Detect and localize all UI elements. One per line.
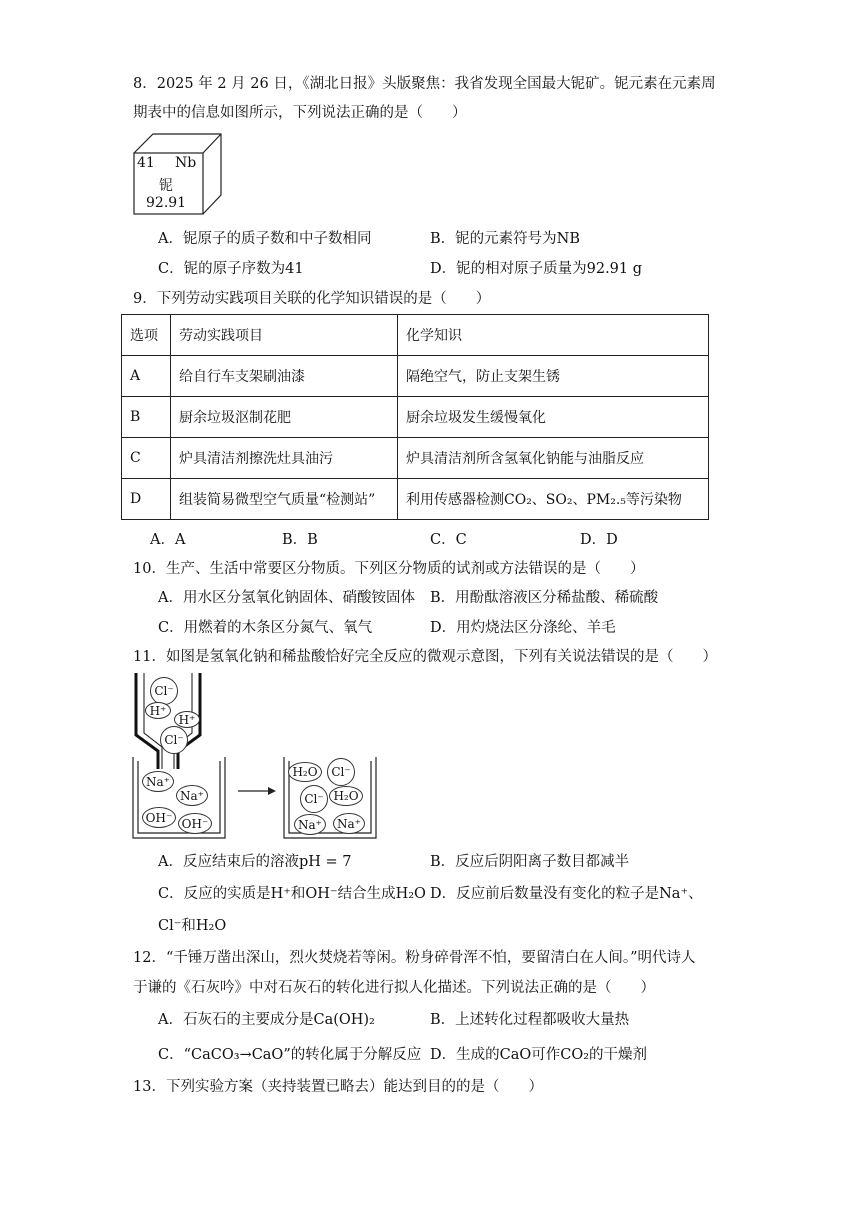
table-header-cell: 劳动实践项目: [171, 315, 398, 356]
q9-option-d: D．D: [580, 532, 618, 548]
molecule-h2o: H₂O: [329, 786, 363, 806]
q12-stem-line1: 12．“千锤万凿出深山，烈火焚烧若等闲。粉身碎骨浑不怕，要留清白在人间。”明代诗人: [133, 950, 696, 966]
q9-table: [121, 314, 709, 520]
q9-stem: 9．下列劳动实践项目关联的化学知识错误的是（ ）: [133, 291, 491, 307]
table-cell: A: [122, 356, 171, 397]
table-row: [122, 356, 709, 397]
table-row: [122, 438, 709, 479]
ion-na-plus: Na⁺: [294, 814, 326, 835]
ion-cl-minus: Cl⁻: [327, 758, 355, 786]
table-cell: C: [122, 438, 171, 479]
element-number: 41: [137, 155, 155, 171]
q8-stem-line1: 8．2025 年 2 月 26 日，《湖北日报》头版聚焦：我省发现全国最大铌矿。铌元素在元素周: [133, 76, 716, 92]
q9-option-b: B．B: [282, 532, 318, 548]
ion-h-plus: H⁺: [174, 711, 200, 728]
table-row: [122, 479, 709, 520]
q8-option-b: B．铌的元素符号为NB: [430, 231, 580, 247]
ion-na-plus: Na⁺: [176, 785, 208, 806]
q12-option-b: B．上述转化过程都吸收大量热: [430, 1012, 630, 1028]
ion-cl-minus: Cl⁻: [150, 677, 178, 705]
q11-stem: 11．如图是氢氧化钠和稀盐酸恰好完全反应的微观示意图，下列有关说法错误的是（ ）: [133, 649, 717, 665]
q11-option-c: C．反应的实质是H⁺和OH⁻结合生成H₂O: [158, 886, 426, 902]
table-cell: 厨余垃圾沤制花肥: [171, 397, 398, 438]
molecule-h2o: H₂O: [288, 762, 322, 782]
reaction-diagram: [128, 673, 398, 843]
table-cell: 利用传感器检测CO₂、SO₂、PM₂.₅等污染物: [398, 479, 709, 520]
q9-option-a: A．A: [150, 532, 186, 548]
table-header-cell: 选项: [122, 315, 171, 356]
element-name: 铌: [159, 178, 173, 194]
ion-cl-minus: Cl⁻: [300, 785, 328, 813]
q10-option-a: A．用水区分氢氧化钠固体、硝酸铵固体: [158, 590, 415, 606]
q11-option-a: A．反应结束后的溶液pH = 7: [158, 854, 352, 870]
q8-stem-line2: 期表中的信息如图所示，下列说法正确的是（ ）: [133, 105, 467, 121]
q10-option-d: D．用灼烧法区分涤纶、羊毛: [430, 620, 616, 636]
table-cell: 隔绝空气，防止支架生锈: [398, 356, 709, 397]
table-cell: 给自行车支架刷油漆: [171, 356, 398, 397]
q13-stem: 13．下列实验方案（夹持装置已略去）能达到目的的是（ ）: [133, 1079, 543, 1095]
table-cell: 炉具清洁剂所含氢氧化钠能与油脂反应: [398, 438, 709, 479]
table-cell: 厨余垃圾发生缓慢氧化: [398, 397, 709, 438]
element-card: [133, 133, 225, 215]
q12-option-c: C．“CaCO₃→CaO”的转化属于分解反应: [158, 1047, 422, 1063]
q8-option-a: A．铌原子的质子数和中子数相同: [158, 231, 372, 247]
element-mass: 92.91: [146, 195, 187, 211]
ion-cl-minus: Cl⁻: [160, 726, 188, 754]
table-cell: 炉具清洁剂擦洗灶具油污: [171, 438, 398, 479]
q12-option-d: D．生成的CaO可作CO₂的干燥剂: [430, 1047, 648, 1063]
table-cell: 组装简易微型空气质量“检测站”: [171, 479, 398, 520]
q11-option-b: B．反应后阴阳离子数目都减半: [430, 854, 630, 870]
q11-option-d-line2: Cl⁻和H₂O: [158, 918, 227, 934]
table-header-cell: 化学知识: [398, 315, 709, 356]
q11-option-d-line1: D．反应前后数量没有变化的粒子是Na⁺、: [430, 886, 703, 902]
q12-stem-line2: 于谦的《石灰吟》中对石灰石的转化进行拟人化描述。下列说法正确的是（ ）: [133, 980, 655, 996]
q10-stem: 10．生产、生活中常要区分物质。下列区分物质的试剂或方法错误的是（ ）: [133, 561, 645, 577]
q9-option-c: C．C: [430, 532, 467, 548]
ion-h-plus: H⁺: [145, 702, 171, 719]
table-cell: D: [122, 479, 171, 520]
ion-na-plus: Na⁺: [142, 771, 174, 792]
q10-option-b: B．用酚酞溶液区分稀盐酸、稀硫酸: [430, 590, 659, 606]
ion-oh-minus: OH⁻: [178, 813, 212, 834]
q8-option-d: D．铌的相对原子质量为92.91 g: [430, 261, 643, 277]
ion-na-plus: Na⁺: [333, 813, 365, 834]
q12-option-a: A．石灰石的主要成分是Ca(OH)₂: [158, 1012, 375, 1028]
table-row: [122, 397, 709, 438]
q8-option-c: C．铌的原子序数为41: [158, 261, 304, 277]
element-symbol: Nb: [175, 155, 197, 171]
ion-oh-minus: OH⁻: [142, 807, 176, 828]
q10-option-c: C．用燃着的木条区分氮气、氧气: [158, 620, 373, 636]
table-header-row: [122, 315, 709, 356]
table-cell: B: [122, 397, 171, 438]
